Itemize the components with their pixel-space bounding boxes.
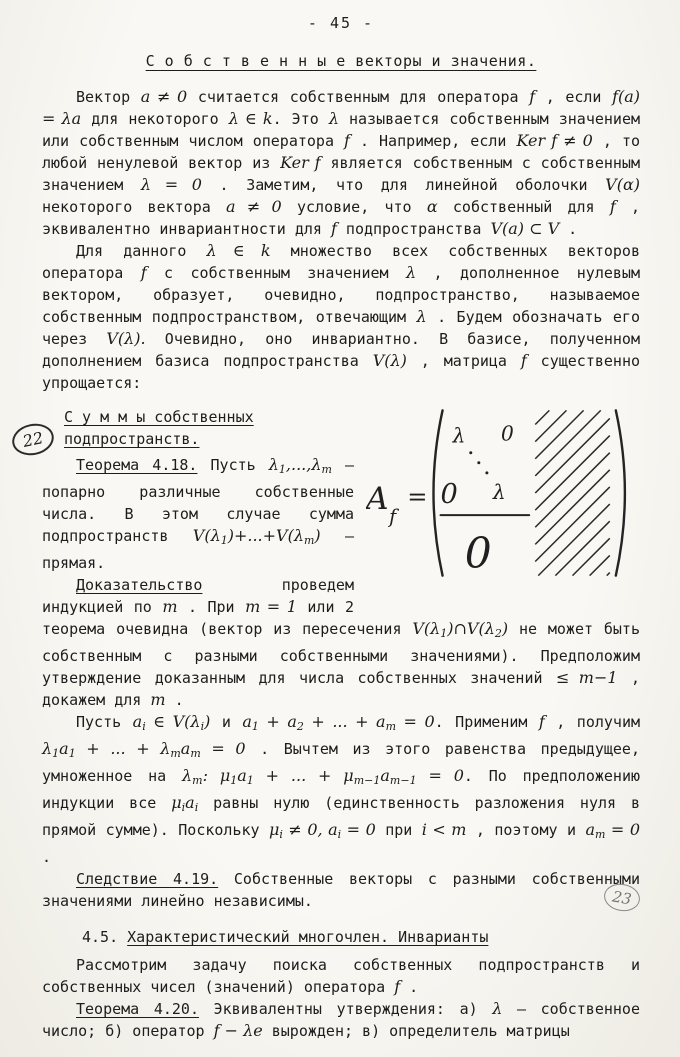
formula: λ ∈ k xyxy=(206,241,271,260)
text-run: , поэтому и xyxy=(466,821,586,839)
paragraph xyxy=(42,868,640,912)
formula: λ xyxy=(328,109,339,128)
formula: λ xyxy=(492,999,503,1018)
formula-subscript: i xyxy=(279,828,283,841)
formula: λ xyxy=(42,739,53,758)
margin-annotation-circled: 22 xyxy=(9,420,57,459)
text-run: . xyxy=(165,691,184,709)
formula: m xyxy=(162,597,178,616)
formula-subscript: i xyxy=(181,801,186,814)
underlined-label: Теорема 4.18. xyxy=(76,456,198,474)
text-run: вырожден; в) определитель матрицы xyxy=(262,1022,570,1040)
formula: a xyxy=(180,739,191,758)
formula: V(λ). xyxy=(106,329,146,348)
formula: λ ∈ k xyxy=(228,109,273,128)
formula: = 0 xyxy=(200,739,246,758)
underlined-label: Доказательство xyxy=(76,576,203,594)
text-run: , эквивалентно инвариантности для xyxy=(42,198,641,238)
formula: ∈ V(λ xyxy=(145,712,201,731)
formula: + ... + a xyxy=(303,712,386,731)
underlined-label: С у м м ы собственных подпространств. xyxy=(64,408,254,448)
text-run: — собственное число; б) оператор xyxy=(42,1000,640,1040)
right-parenthesis xyxy=(616,410,625,575)
formula: α xyxy=(426,197,438,216)
text-run: с собственным значением xyxy=(146,264,406,282)
text-run: — попарно различные собственные числа. В этом случае сумма подпространств xyxy=(42,456,355,545)
text-run: или 2 теорема очевидна (вектор из пересечения xyxy=(42,598,413,638)
paragraph xyxy=(42,998,640,1042)
formula: λ xyxy=(405,263,417,282)
formula: f xyxy=(140,263,147,282)
section-heading xyxy=(42,926,640,948)
formula-subscript: m xyxy=(192,774,203,787)
formula: f(a) = λa xyxy=(42,87,641,128)
formula-subscript: m−1 xyxy=(353,774,381,787)
formula: a xyxy=(132,712,143,731)
hatched-region xyxy=(535,410,610,575)
formula-subscript: 1 xyxy=(278,463,286,476)
text-run: . Будем обозначать его через xyxy=(42,308,640,348)
text-run: Эквивалентны утверждения: а) xyxy=(198,1000,493,1018)
text-run: не может быть собственным с разными собственными значениями). Предположим утверждение доказанным для числа собственных значений xyxy=(42,620,640,687)
paragraph xyxy=(42,86,640,240)
text-run: , получим xyxy=(544,713,641,731)
text-run: . Например, если xyxy=(349,132,517,150)
equals-sign: = xyxy=(407,483,428,512)
formula-subscript: 1 xyxy=(68,747,76,760)
formula: = 0 xyxy=(416,766,464,785)
formula: ) xyxy=(204,712,211,731)
formula-subscript: 1 xyxy=(246,774,254,787)
text-run: множество всех собственных векторов оператора xyxy=(42,242,640,282)
matrix-diagram xyxy=(366,396,640,590)
zero-lower-block: 0 xyxy=(464,528,492,578)
text-run: подпространства xyxy=(336,220,491,238)
formula: ) xyxy=(314,526,321,545)
formula: m = 1 xyxy=(245,597,297,616)
formula: V(λ xyxy=(412,619,441,638)
formula: V(λ) xyxy=(372,351,407,370)
formula: a xyxy=(185,793,195,812)
formula: V(λ xyxy=(192,526,221,545)
underlined-label: Теорема 4.20. xyxy=(76,1000,199,1018)
formula: a xyxy=(585,820,595,839)
formula: : μ xyxy=(202,766,231,785)
formula: f xyxy=(344,131,350,150)
text-run: . xyxy=(400,978,419,996)
formula: λ = 0 xyxy=(140,175,202,194)
text-run: и xyxy=(210,713,243,731)
text-run: 4.5. xyxy=(82,928,128,946)
formula: λ xyxy=(416,307,427,326)
formula-subscript: m xyxy=(321,463,332,476)
matrix-subscript: f xyxy=(389,505,397,529)
matrix-symbol: A xyxy=(366,481,389,518)
text-run: , дополненное нулевым вектором, образует, очевидно, подпространство, называемое собственным подпространством, отвечающим xyxy=(42,264,640,326)
text-run: . Вычтем из этого равенства предыдущее, умноженное на xyxy=(42,740,640,785)
text-run: считается собственным для оператора xyxy=(187,88,530,106)
lambda-bottom: λ xyxy=(492,480,506,505)
formula-subscript: m xyxy=(303,534,315,547)
formula-subscript: 2 xyxy=(494,627,502,640)
text-column-top xyxy=(42,86,640,394)
text-run: Очевидно, оно инвариантно. В базисе, полученном дополнением базиса подпространства xyxy=(42,330,640,370)
formula: V(α) xyxy=(605,175,641,194)
formula: = 0 xyxy=(605,820,640,839)
diagonal-dot xyxy=(469,451,472,454)
formula: Ker f ≠ 0 xyxy=(516,131,593,150)
formula: λ xyxy=(182,766,193,785)
formula: V(a) ⊂ V xyxy=(490,219,560,238)
text-run: при xyxy=(375,821,422,839)
text-run: . При xyxy=(177,598,246,616)
formula: a xyxy=(237,766,247,785)
formula: + ... + λ xyxy=(75,739,171,758)
text-run: — прямая. xyxy=(42,527,354,572)
underlined-label: Следствие 4.19. xyxy=(76,870,219,888)
text-run: проведем индукцией по xyxy=(42,576,354,616)
text-run: . Заметим, что для линейной оболочки xyxy=(201,176,606,194)
formula: ) xyxy=(501,619,509,638)
formula: f − λe xyxy=(213,1021,263,1040)
text-run: . xyxy=(559,220,578,238)
text-run: существенно упрощается: xyxy=(42,352,641,392)
paragraph xyxy=(42,711,640,868)
formula: a xyxy=(380,766,390,785)
text-run: для некоторого xyxy=(81,110,229,128)
page-number: - 45 - xyxy=(307,14,375,32)
text-run: , если xyxy=(535,88,613,106)
formula: a ≠ 0 xyxy=(140,87,188,106)
formula-subscript: m xyxy=(190,747,201,760)
formula-subscript: i xyxy=(194,801,199,814)
text-run: . xyxy=(42,848,52,866)
text-run: является собственным с собственным значением xyxy=(42,154,640,194)
text-run: Вектор xyxy=(76,88,141,106)
text-run: . По предположению индукции все xyxy=(42,767,641,812)
formula-subscript: m xyxy=(385,720,397,733)
text-run: Собственные векторы с разными собственными значениями линейно независимы. xyxy=(42,870,640,910)
zero-upper-right: 0 xyxy=(500,421,514,446)
formula: f xyxy=(609,197,616,216)
formula-subscript: 1 xyxy=(251,720,259,733)
margin-annotation-circled-faint: 23 xyxy=(602,881,642,914)
formula: λ xyxy=(268,455,279,474)
diagonal-dot xyxy=(485,471,488,474)
formula-subscript: 1 xyxy=(220,534,228,547)
formula-subscript: i xyxy=(337,828,342,841)
text-run: равны нулю (единственность разложения нуля в прямой сумме). Поскольку xyxy=(42,794,640,839)
page-title: С о б с т в е н н ы е векторы и значения. xyxy=(145,52,537,70)
formula: + ... + μ xyxy=(253,766,354,785)
formula: = 0 xyxy=(396,712,435,731)
formula: + a xyxy=(258,712,297,731)
text-run: условие, что xyxy=(281,198,427,216)
formula-subscript: i xyxy=(200,720,205,733)
zero-mid-left: 0 xyxy=(440,479,458,511)
formula: )+...+V(λ xyxy=(227,526,304,545)
text-run: . Применим xyxy=(434,713,539,731)
text-run: , матрица xyxy=(406,352,521,370)
diagonal-dot xyxy=(477,461,480,464)
paragraph xyxy=(42,954,640,998)
formula: ≠ 0, a xyxy=(282,820,338,839)
formula: a xyxy=(242,712,252,731)
formula: μ xyxy=(171,793,182,812)
text-run: называется собственным значением или собственным числом оператора xyxy=(42,110,641,150)
lambda-top: λ xyxy=(452,423,466,448)
text-run: , докажем для xyxy=(42,669,641,709)
formula-subscript: 1 xyxy=(440,627,448,640)
formula: f xyxy=(394,977,401,996)
eigenbasis-matrix-figure xyxy=(366,396,640,596)
formula: f xyxy=(330,219,337,238)
formula-subscript: m−1 xyxy=(389,774,417,787)
formula-subscript: 1 xyxy=(230,774,238,787)
text-run: собственный для xyxy=(437,198,610,216)
formula: Ker f xyxy=(280,153,321,172)
formula: = 0 xyxy=(341,820,376,839)
formula: f xyxy=(520,351,527,370)
formula-subscript: 2 xyxy=(296,720,304,733)
text-run: некоторого вектора xyxy=(42,198,227,216)
text-run: Пусть xyxy=(197,456,269,474)
formula: a xyxy=(59,739,69,758)
underlined-label: Характеристический многочлен. Инварианты xyxy=(127,928,489,946)
text-run: , то любой ненулевой вектор из xyxy=(42,132,641,172)
formula: f xyxy=(529,87,536,106)
text-run: Рассмотрим задачу поиска собственных подпространств и собственных чисел (значений) оператора xyxy=(42,956,640,996)
formula-subscript: m xyxy=(170,747,181,760)
formula: f xyxy=(538,712,545,731)
formula: i < m xyxy=(421,820,467,839)
text-run: . Это xyxy=(272,110,329,128)
text-run: Для данного xyxy=(76,242,207,260)
paragraph xyxy=(42,240,640,394)
formula: μ xyxy=(269,820,280,839)
formula-subscript: m xyxy=(594,828,606,841)
formula: m xyxy=(150,690,166,709)
formula: ≤ m−1 xyxy=(555,668,618,687)
formula: )∩V(λ xyxy=(447,619,495,638)
text-run: Пусть xyxy=(76,713,133,731)
formula-subscript: i xyxy=(142,720,146,733)
formula: ,...,λ xyxy=(285,455,322,474)
formula-subscript: 1 xyxy=(52,747,60,760)
formula: a ≠ 0 xyxy=(226,197,282,216)
